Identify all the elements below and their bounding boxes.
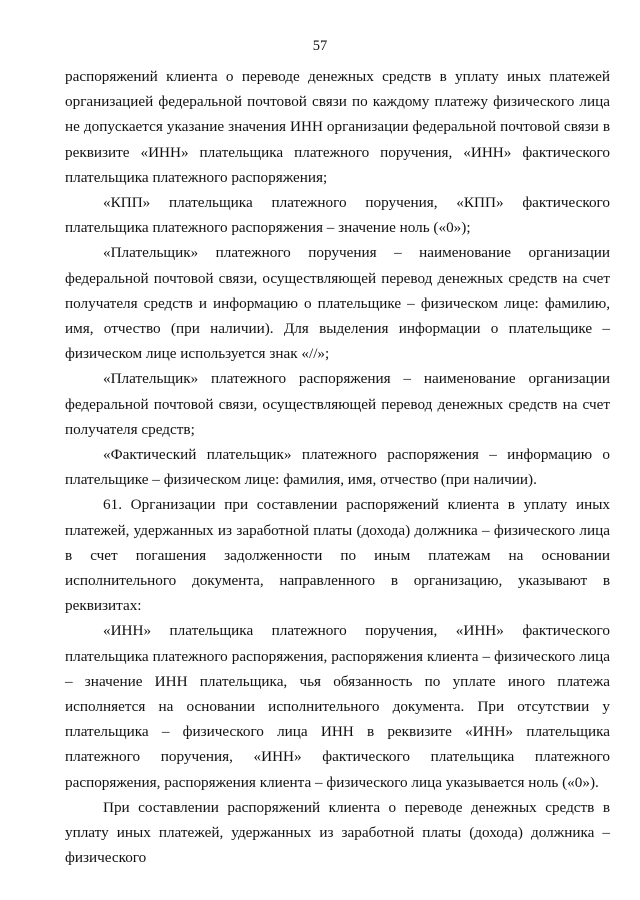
paragraph-item-61: 61. Организации при составлении распоряжений клиента в уплату иных платежей, удержанных из заработной платы (дохода) должника – физического лица в счет погашения задолженности по иным платежам на основании исполнительного документа, направленного в организацию, указывают в реквизитах: (65, 496, 610, 615)
paragraph-payer-instruction: «Плательщик» платежного распоряжения – наименование организации федеральной почтовой связи, осуществляющей перевод денежных средств на счет получателя средств; (65, 370, 610, 438)
paragraph-inn: «ИНН» плательщика платежного поручения, «ИНН» фактического плательщика платежного распоряжения, распоряжения клиента – физического лица – значение ИНН плательщика, чья обязанность по уплате иного платежа исполняется на основании исполнительного документа. При отсутствии у плательщика – физического лица ИНН в реквизите «ИНН» плательщика платежного поручения, «ИНН» фактического плательщика платежного распоряжения, распоряжения клиента – физического лица указывается ноль («0»). (65, 622, 610, 791)
page-body (65, 64, 610, 871)
paragraph-payer-order: «Плательщик» платежного поручения – наименование организации федеральной почтовой связи, осуществляющей перевод денежных средств на счет получателя средств и информацию о плательщике – физическом лице: фамилию, имя, отчество (при наличии). Для выделения информации о плательщике – физическом лице используется знак «//»; (65, 244, 610, 363)
paragraph-continuation: распоряжений клиента о переводе денежных средств в уплату иных платежей организацией федеральной почтовой связи по каждому платежу физического лица не допускается указание значения ИНН организации федеральной почтовой связи в реквизите «ИНН» плательщика платежного поручения, «ИНН» фактического плательщика платежного распоряжения; (65, 68, 610, 186)
paragraph-final: При составлении распоряжений клиента о переводе денежных средств в уплату иных платежей, удержанных из заработной платы (дохода) должника – физического (65, 798, 610, 867)
paragraph-kpp: «КПП» плательщика платежного поручения, «КПП» фактического плательщика платежного распоряжения – значение ноль («0»); (65, 194, 610, 237)
page-number: 57 (312, 38, 328, 54)
paragraph-actual-payer: «Фактический плательщик» платежного распоряжения – информацию о плательщике – физическом лице: фамилия, имя, отчество (при наличии). (65, 446, 610, 489)
